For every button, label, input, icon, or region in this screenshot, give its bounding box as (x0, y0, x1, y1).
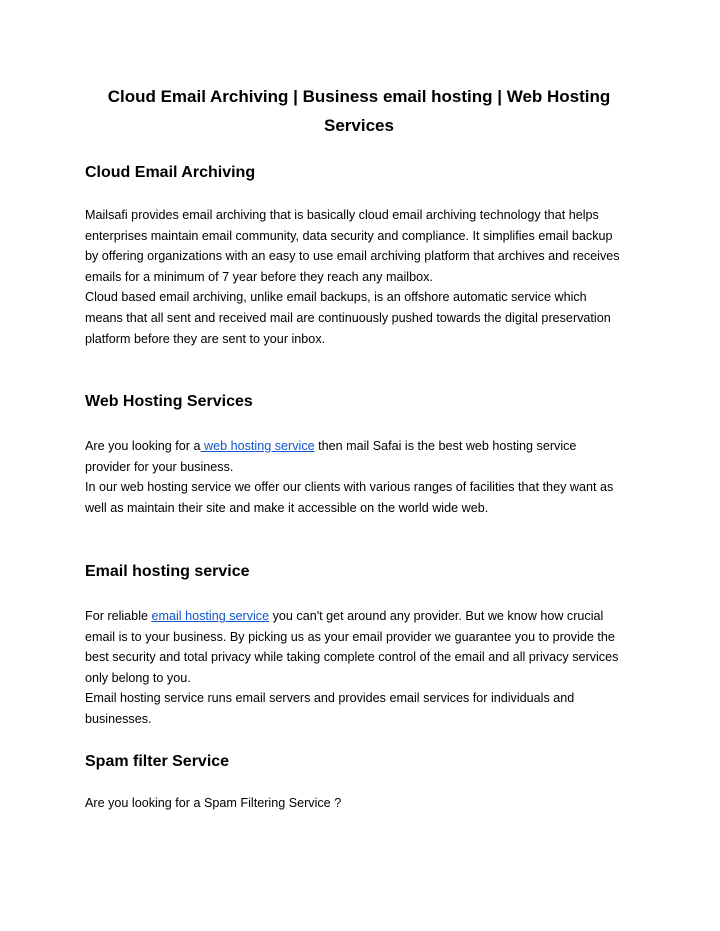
email-hosting-service-link[interactable]: email hosting service (151, 609, 270, 623)
paragraph-line: only belong to you. (85, 670, 191, 685)
paragraph-line: by offering organizations with an easy to use email archiving platform that archives and receives (85, 249, 620, 264)
paragraph-line: In our web hosting service we offer our clients with various ranges of facilities that they want as (85, 480, 614, 495)
paragraph-text: then mail Safai is the best web hosting service (314, 439, 577, 453)
section-heading-cloud-email-archiving: Cloud Email Archiving (85, 164, 256, 181)
paragraph-line-with-link (85, 606, 645, 627)
paragraph-line: enterprises maintain email community, data security and compliance. It simplifies email backup (85, 228, 613, 243)
section-heading-spam-filter-service: Spam filter Service (85, 753, 230, 770)
section-body-email-hosting-service (85, 606, 645, 730)
paragraph-line: emails for a minimum of 7 year before they reach any mailbox. (85, 269, 433, 284)
section-body-cloud-email-archiving (85, 205, 645, 349)
section-heading-web-hosting-services: Web Hosting Services (85, 393, 253, 410)
document-title-line-1: Cloud Email Archiving | Business email hosting | Web Hosting (107, 87, 611, 106)
paragraph-line: Mailsafi provides email archiving that is basically cloud email archiving technology that helps (85, 208, 599, 222)
paragraph-text: Are you looking for a (85, 439, 201, 453)
paragraph-line: platform before they are sent to your inbox. (85, 331, 326, 346)
section-body-web-hosting-services (85, 436, 645, 518)
document-title (85, 82, 633, 140)
paragraph-line: businesses. (85, 711, 152, 726)
paragraph-line: Are you looking for a Spam Filtering Service ? (85, 796, 342, 810)
paragraph-text: For reliable (85, 609, 152, 623)
paragraph-line: well as maintain their site and make it accessible on the world wide web. (85, 500, 489, 515)
paragraph-line: Cloud based email archiving, unlike email backups, is an offshore automatic service which (85, 290, 587, 305)
paragraph-line-with-link (85, 436, 645, 457)
section-body-spam-filter-service (85, 793, 645, 814)
document-title-line-2: Services (324, 116, 394, 135)
paragraph-line: email is to your business. By picking us as your email provider we guarantee you to provide the (85, 629, 615, 644)
paragraph-line: means that all sent and received mail are continuously pushed towards the digital preservation (85, 310, 611, 325)
paragraph-text: you can't get around any provider. But we know how crucial (269, 609, 604, 623)
paragraph-line: Email hosting service runs email servers and provides email services for individuals and (85, 691, 575, 706)
section-heading-email-hosting-service: Email hosting service (85, 563, 250, 580)
web-hosting-service-link[interactable]: web hosting service (200, 439, 315, 453)
paragraph-line: provider for your business. (85, 459, 234, 474)
paragraph-line: best security and total privacy while taking complete control of the email and all privacy services (85, 650, 619, 665)
